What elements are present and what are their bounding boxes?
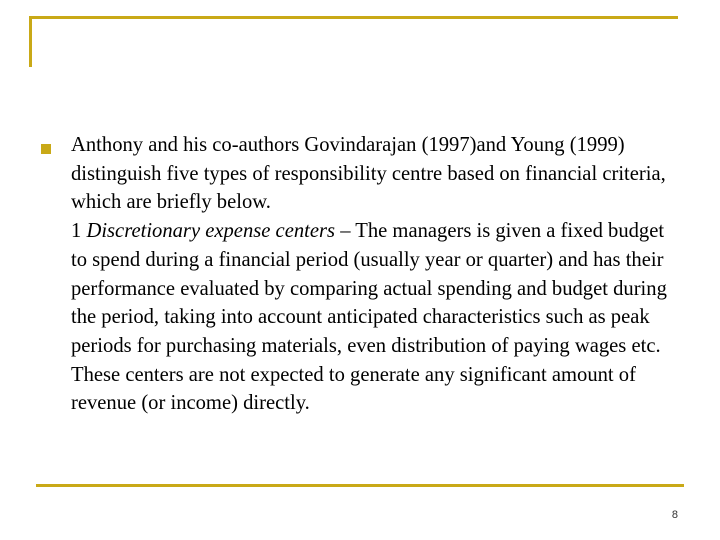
square-bullet-icon — [41, 144, 51, 154]
item-number: 1 — [71, 220, 82, 243]
frame-bottom-rule — [36, 484, 684, 487]
slide-body — [71, 131, 683, 418]
item-paragraph — [71, 217, 683, 418]
intro-paragraph: Anthony and his co-authors Govindarajan (1997)and Young (1999) distinguish five types of responsibility centre based on financial criteria, which are briefly below. — [71, 134, 666, 214]
item-description: – The managers is given a fixed budget to spend during a financial period (usually year or quarter) and has their performance evaluated by comparing actual spending and budget during the period, taking into account anticipated characteristics such as peak periods for purchasing materials, even distribution of paying wages etc. These centers are not expected to generate any significant amount of revenue (or income) directly. — [71, 220, 667, 415]
page-number: 8 — [671, 509, 678, 521]
frame-top-rule — [29, 16, 678, 19]
frame-left-rule — [29, 16, 32, 67]
item-term: Discretionary expense centers — [86, 220, 336, 243]
